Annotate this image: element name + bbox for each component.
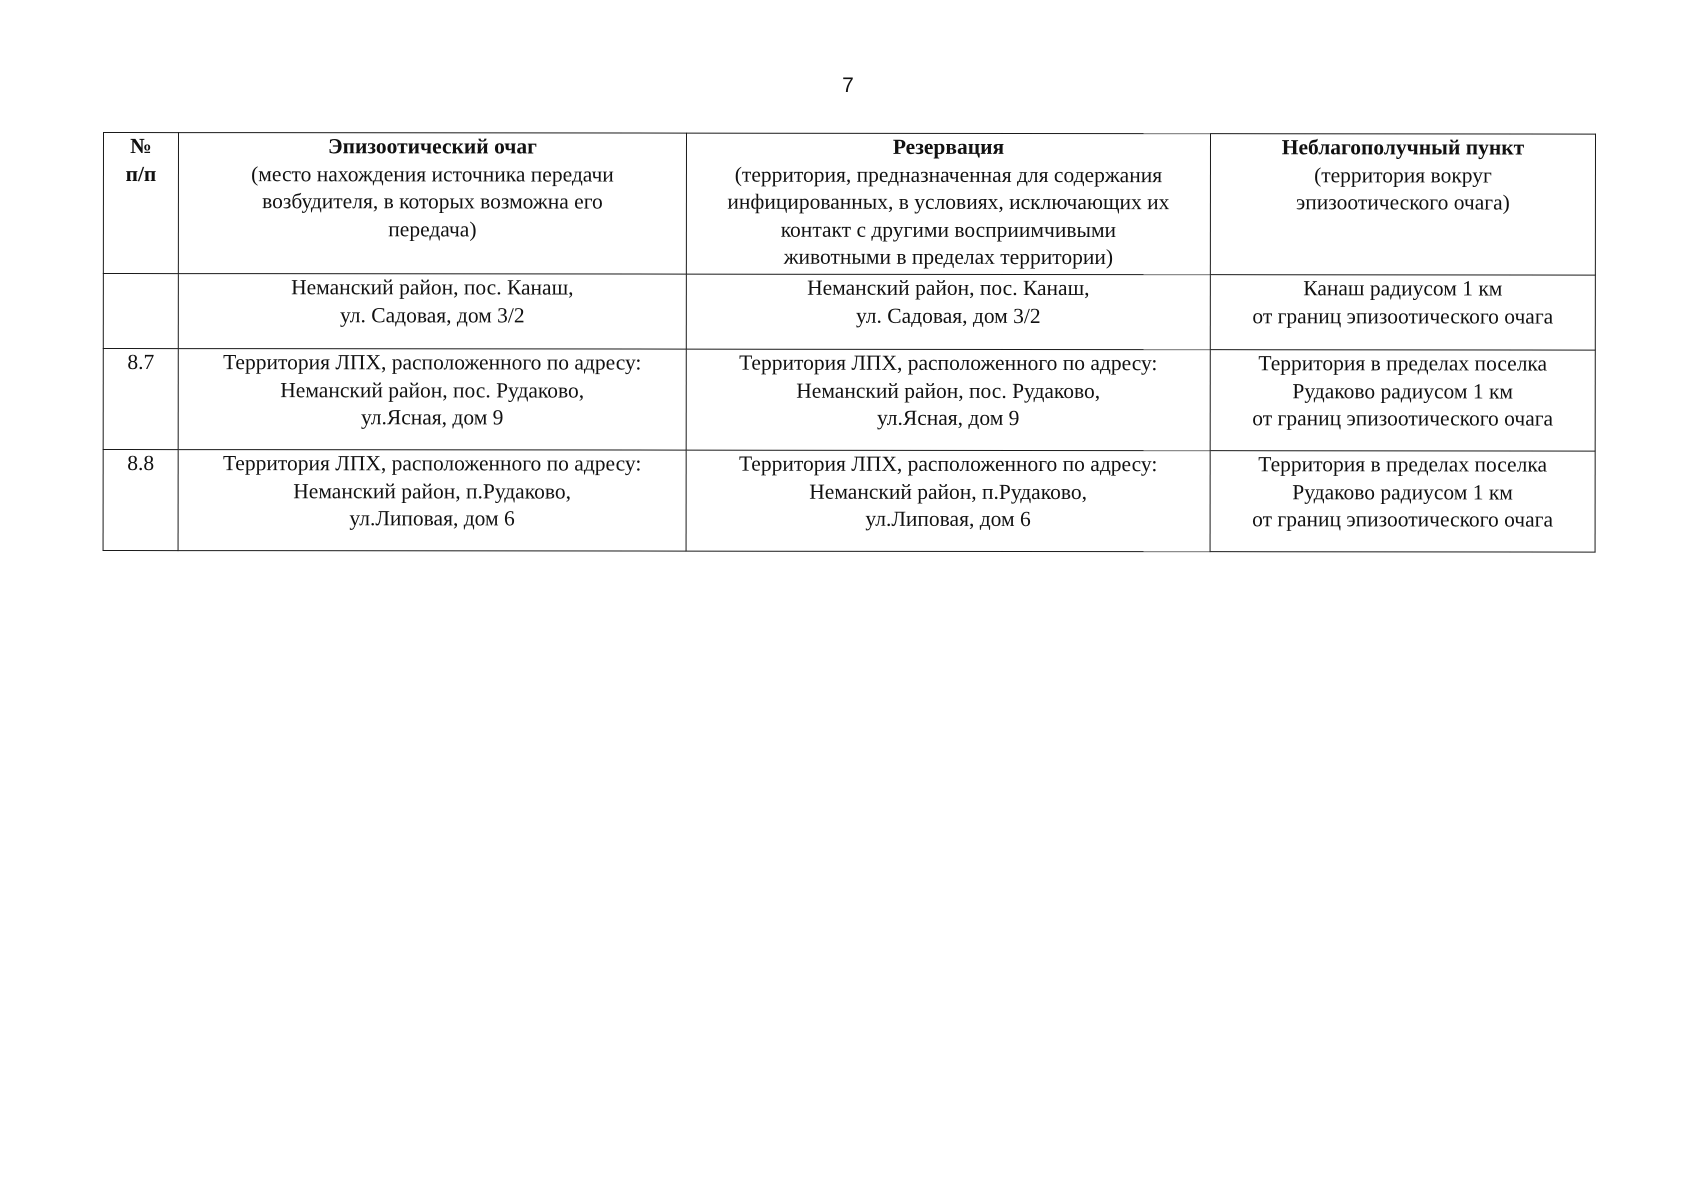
cell-line: Рудаково радиусом 1 км	[1292, 378, 1514, 403]
header-num-cell	[103, 133, 178, 274]
cell-line: ул.Липовая, дом 6	[865, 506, 1031, 531]
header-reserve-line: инфицированных, в условиях, исключающих их	[727, 189, 1170, 215]
cell-line: Неманский район, п.Рудаково,	[809, 479, 1087, 504]
header-focus-line: передача)	[388, 216, 477, 241]
cell-line: Территория ЛПХ, расположенного по адресу:	[738, 451, 1158, 477]
table-row	[103, 274, 1595, 351]
page-number: 7	[842, 74, 855, 97]
cell-line: ул.Ясная, дом 9	[360, 405, 504, 430]
cell-line: ул.Липовая, дом 6	[349, 506, 515, 531]
row-point-cell	[1210, 275, 1595, 350]
cell-line: Канаш радиусом 1 км	[1303, 276, 1503, 301]
row-focus-cell	[178, 450, 686, 552]
header-reserve-cell	[686, 133, 1210, 275]
header-point-title: Неблагополучный пункт	[1281, 135, 1525, 160]
header-reserve-title: Резервация	[892, 134, 1005, 159]
cell-line: Территория в пределах поселка	[1258, 452, 1548, 477]
cell-line: ул. Садовая, дом 3/2	[855, 303, 1041, 328]
header-reserve-line: животными в пределах территории)	[783, 244, 1114, 270]
header-point-cell	[1210, 134, 1595, 275]
header-reserve-line: контакт с другими восприимчивыми	[780, 217, 1117, 242]
cell-line: Территория ЛПХ, расположенного по адресу:	[223, 350, 642, 375]
cell-line: Неманский район, пос. Рудаково,	[280, 377, 585, 403]
table-header-row	[103, 133, 1595, 276]
header-focus-line: (место нахождения источника передачи	[251, 161, 614, 187]
cell-line: Неманский район, п.Рудаково,	[293, 478, 571, 503]
row-point-cell	[1210, 350, 1595, 451]
row-focus-cell	[178, 349, 686, 451]
header-focus-cell	[178, 133, 686, 275]
cell-line: ул. Садовая, дом 3/2	[339, 302, 525, 327]
header-point-line: (территория вокруг	[1314, 162, 1492, 187]
cell-line: ул.Ясная, дом 9	[876, 405, 1020, 430]
cell-line: Неманский район, пос. Канаш,	[807, 275, 1090, 301]
row-point-cell	[1210, 451, 1595, 552]
row-reserve-cell	[686, 349, 1210, 451]
cell-line: Неманский район, пос. Рудаково,	[796, 378, 1101, 403]
header-point-line: эпизоотического очага)	[1296, 190, 1510, 215]
header-focus-line: возбудителя, в которых возможна его	[262, 189, 603, 214]
row-num-cell: 8.7	[103, 349, 178, 450]
cell-line: Территория ЛПХ, расположенного по адресу:	[222, 451, 642, 476]
episootic-table	[103, 132, 1596, 553]
row-num-cell: 8.8	[103, 450, 178, 551]
cell-line: от границ эпизоотического очага	[1252, 406, 1554, 431]
cell-line: Рудаково радиусом 1 км	[1292, 479, 1513, 504]
header-num-subtitle: п/п	[125, 161, 157, 186]
header-num-title: №	[130, 134, 152, 159]
header-reserve-line: (территория, предназначенная для содержания	[734, 162, 1163, 187]
table-row	[103, 450, 1595, 553]
cell-line: Территория ЛПХ, расположенного по адресу:	[739, 350, 1158, 376]
cell-line: от границ эпизоотического очага	[1252, 303, 1554, 329]
row-reserve-cell	[686, 274, 1210, 350]
row-num-cell	[103, 274, 178, 349]
cell-line: Территория в пределах поселка	[1258, 351, 1548, 376]
row-focus-cell	[178, 274, 686, 350]
cell-line: от границ эпизоотического очага	[1252, 507, 1554, 532]
table-row	[103, 349, 1595, 452]
row-reserve-cell	[686, 450, 1210, 552]
header-focus-title: Эпизоотический очаг	[328, 134, 537, 159]
cell-line: Неманский район, пос. Канаш,	[291, 275, 574, 300]
